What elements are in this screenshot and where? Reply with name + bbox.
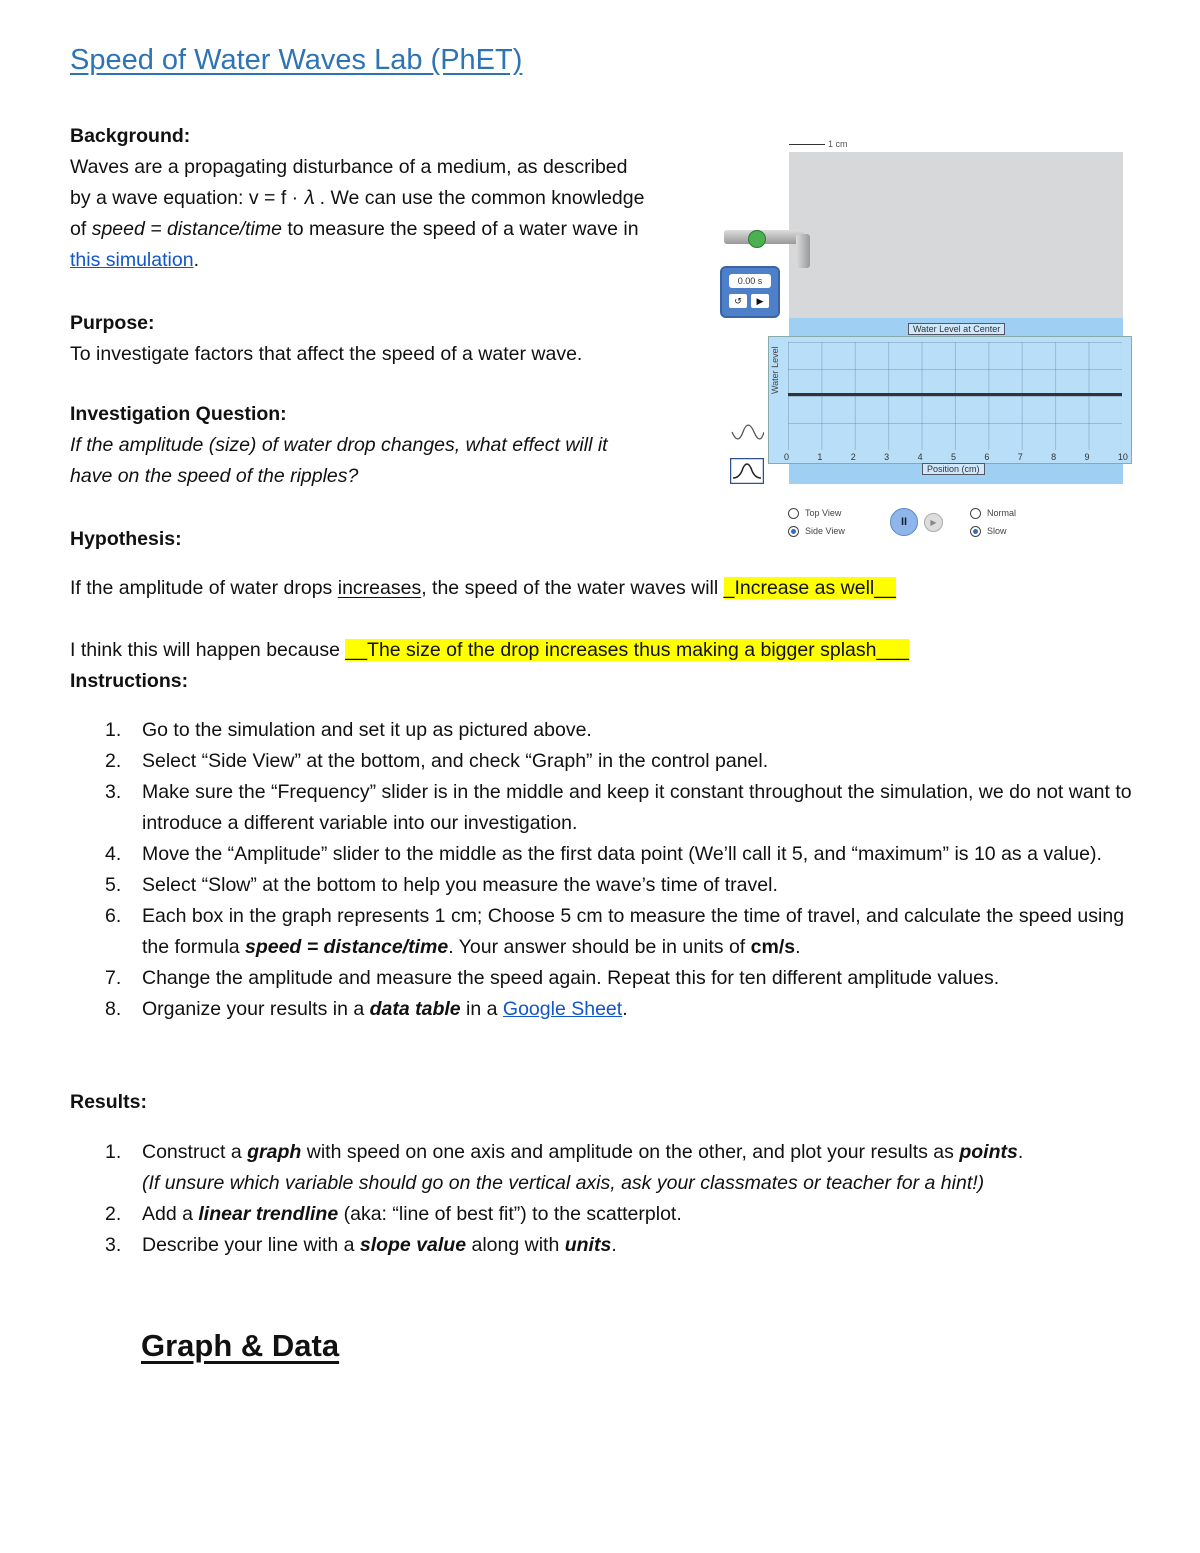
list-text: (aka: “line of best fit”) to the scatterplot.	[338, 1203, 682, 1225]
list-item	[70, 746, 1150, 777]
list-text: .	[611, 1234, 617, 1256]
list-item	[70, 715, 1150, 746]
page-title: Speed of Water Waves Lab (PhET)	[70, 44, 523, 76]
list-text: Change the amplitude and measure the speed again. Repeat this for ten different amplitude values.	[142, 967, 1000, 989]
faucet-knob[interactable]	[748, 230, 766, 248]
list-text: Go to the simulation and set it up as pictured above.	[142, 719, 592, 741]
x-tick: 10	[1117, 452, 1128, 462]
list-text: Describe your line with a	[142, 1234, 360, 1256]
text-fragment: If the amplitude of water drops	[70, 577, 338, 599]
investigation-heading: Investigation Question:	[70, 403, 287, 425]
text-fragment: of	[70, 218, 92, 240]
list-item	[70, 1137, 1150, 1199]
list-text: Make sure the “Frequency” slider is in the middle and keep it constant throughout the simulation, we do not want to introduce a different variable into our investigation.	[142, 781, 1132, 834]
list-item	[70, 1230, 1150, 1261]
radio-label: Side View	[805, 526, 845, 536]
investigation-line-1: If the amplitude (size) of water drop changes, what effect will it	[70, 434, 608, 456]
list-text: Construct a	[142, 1141, 248, 1163]
formula-bold-italic: speed = distance/time	[244, 936, 449, 958]
radio-dot-selected	[970, 526, 981, 537]
graph-grid	[788, 342, 1122, 450]
list-text: . Your answer should be in units of	[448, 936, 751, 958]
hypothesis-heading: Hypothesis:	[70, 528, 182, 550]
list-number: 8.	[105, 998, 122, 1020]
side-view-radio[interactable]	[788, 526, 845, 537]
text-fragment: .	[193, 249, 199, 271]
radio-dot	[970, 508, 981, 519]
simulation-link[interactable]: this simulation	[70, 249, 194, 271]
list-text: .	[1017, 1141, 1024, 1163]
instructions-list	[70, 715, 1150, 1025]
purpose-text: To investigate factors that affect the speed of a water wave.	[70, 343, 583, 365]
instructions-heading: Instructions:	[70, 670, 189, 692]
list-text: Add a	[142, 1203, 199, 1225]
list-number: 2.	[105, 750, 122, 772]
x-tick: 5	[950, 452, 956, 462]
list-number: 1.	[105, 719, 122, 741]
hypothesis-line-1	[70, 573, 896, 604]
graph-data-heading: Graph & Data	[141, 1328, 340, 1363]
background-heading: Background:	[70, 125, 191, 147]
list-number: 7.	[105, 967, 122, 989]
background-line-4	[70, 245, 199, 276]
x-tick: 2	[850, 452, 856, 462]
list-number: 1.	[105, 1141, 122, 1163]
highlighted-answer: __The size of the drop increases thus making a bigger splash___	[345, 639, 910, 661]
x-tick: 7	[1017, 452, 1023, 462]
list-number: 3.	[105, 781, 122, 803]
list-item	[70, 1199, 1150, 1230]
list-number: 4.	[105, 843, 122, 865]
hint-note: (If unsure which variable should go on the vertical axis, ask your classmates or teacher for a hint!)	[142, 1172, 985, 1194]
slope-bold-italic: slope value	[359, 1234, 467, 1256]
list-text: Select “Side View” at the bottom, and check “Graph” in the control panel.	[142, 750, 769, 772]
stopwatch-play-button[interactable]: ▶	[751, 294, 769, 308]
list-text: along with	[466, 1234, 565, 1256]
radio-label: Slow	[987, 526, 1007, 536]
purpose-heading: Purpose:	[70, 312, 155, 334]
list-number: 5.	[105, 874, 122, 896]
x-tick: 4	[917, 452, 923, 462]
slow-speed-radio[interactable]	[970, 526, 1007, 537]
x-tick: 0	[784, 452, 790, 462]
text-fragment: I think this will happen because	[70, 639, 346, 661]
list-number: 3.	[105, 1234, 122, 1256]
list-number: 6.	[105, 905, 122, 927]
formula-italic: speed = distance/time	[91, 218, 282, 240]
list-text: .	[795, 936, 801, 958]
data-table-bold-italic: data table	[369, 998, 461, 1020]
units-bold-italic: units	[564, 1234, 612, 1256]
faucet-spout	[796, 234, 810, 268]
graph-bold-italic: graph	[247, 1141, 302, 1163]
list-item	[70, 777, 1150, 839]
highlighted-answer: _Increase as well__	[723, 577, 896, 599]
step-button[interactable]: ▶	[924, 513, 943, 532]
points-bold-italic: points	[959, 1141, 1018, 1163]
list-text: Organize your results in a	[142, 998, 370, 1020]
x-tick: 8	[1051, 452, 1057, 462]
text-fragment: , the speed of the water waves will	[421, 577, 724, 599]
y-axis-label: Water Level	[770, 346, 780, 394]
x-tick: 3	[884, 452, 890, 462]
background-line-2: by a wave equation: v = f · 𝜆 . We can use the common knowledge	[70, 187, 645, 209]
list-item	[70, 870, 1150, 901]
list-number: 2.	[105, 1203, 122, 1225]
hypothesis-line-2	[70, 635, 909, 666]
text-fragment: to measure the speed of a water wave in	[281, 218, 639, 240]
normal-speed-radio[interactable]	[970, 508, 1016, 519]
trendline-bold-italic: linear trendline	[198, 1203, 339, 1225]
scale-bar	[789, 144, 825, 145]
stopwatch-reset-button[interactable]: ↺	[729, 294, 747, 308]
units-bold: cm/s	[750, 936, 796, 958]
pulse-wave-icon[interactable]	[730, 458, 764, 484]
list-text: Select “Slow” at the bottom to help you measure the wave’s time of travel.	[142, 874, 778, 896]
underlined-word: increases	[337, 577, 422, 599]
google-sheet-link[interactable]: Google Sheet	[502, 998, 623, 1020]
radio-label: Normal	[987, 508, 1017, 518]
list-item	[70, 839, 1150, 870]
radio-dot-selected	[788, 526, 799, 537]
results-heading: Results:	[70, 1091, 147, 1113]
graph-title: Water Level at Center	[908, 323, 1005, 335]
x-axis-label: Position (cm)	[922, 463, 985, 475]
list-text: Each box in the graph represents 1 cm; Choose 5 cm to measure the time of travel, and calculate the speed using the formula	[142, 905, 1125, 958]
investigation-line-2: have on the speed of the ripples?	[70, 465, 359, 487]
list-item	[70, 901, 1150, 963]
x-axis-ticks	[784, 452, 1128, 462]
scale-label: 1 cm	[828, 139, 848, 149]
background-line-3	[70, 214, 639, 245]
list-text: .	[622, 998, 628, 1020]
list-text: with speed on one axis and amplitude on the other, and plot your results as	[301, 1141, 960, 1163]
radio-label: Top View	[805, 508, 842, 518]
list-item	[70, 963, 1150, 994]
list-text: in a	[460, 998, 503, 1020]
air-region	[789, 152, 1123, 320]
x-tick: 6	[984, 452, 990, 462]
simulation-screenshot	[716, 136, 1136, 546]
top-view-radio[interactable]	[788, 508, 841, 519]
water-level-line	[788, 393, 1122, 396]
background-line-1: Waves are a propagating disturbance of a medium, as described	[70, 156, 628, 178]
pause-button[interactable]: II	[890, 508, 918, 536]
x-tick: 1	[817, 452, 823, 462]
x-tick: 9	[1084, 452, 1090, 462]
stopwatch	[720, 266, 780, 318]
radio-dot	[788, 508, 799, 519]
stopwatch-display: 0.00 s	[729, 274, 771, 288]
list-item	[70, 994, 1150, 1025]
results-list	[70, 1137, 1150, 1261]
wave-packet-icon[interactable]	[730, 424, 764, 450]
list-text: Move the “Amplitude” slider to the middle as the first data point (We’ll call it 5, and “maximum” is 10 as a value).	[142, 843, 1102, 865]
